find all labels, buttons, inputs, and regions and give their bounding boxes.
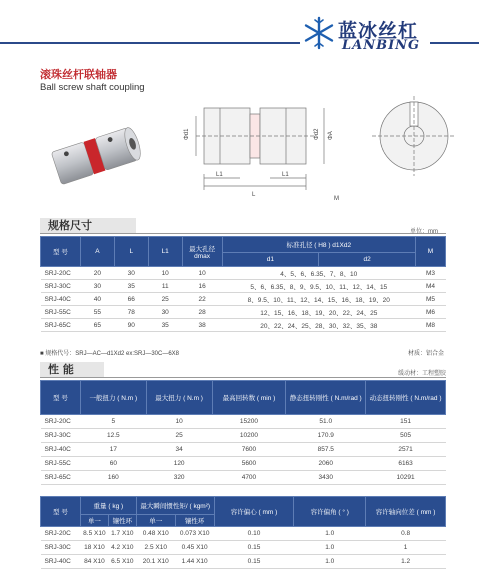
perf-cell-model: SRJ-30C	[41, 429, 81, 443]
product-title-en: Ball screw shaft coupling	[40, 82, 145, 93]
spec-header-d1: d1	[222, 253, 319, 267]
weight-cell-w1: 18 X10	[80, 541, 108, 555]
product-title-cn: 滚珠丝杆联轴器	[40, 68, 117, 81]
spec-cell-bore: 20、22、24、25、28、30、32、35、38	[222, 319, 415, 332]
table-row	[41, 280, 446, 293]
perf-cell-model: SRJ-55C	[41, 457, 81, 471]
weight-header-model: 型 号	[41, 497, 81, 527]
spec-table	[40, 236, 446, 332]
spec-header-l1: L1	[148, 237, 182, 267]
perf-cell-dyn-stiffness: 2571	[366, 443, 446, 457]
weight-cell-ecc: 0.15	[214, 555, 294, 569]
spec-header-d2: d2	[319, 253, 416, 267]
weight-header-single2: 单一	[136, 515, 175, 527]
weight-header-inertia: 最大瞬间惯性矩/ ( kgm²)	[136, 497, 214, 515]
spec-cell-model: SRJ-30C	[41, 280, 81, 293]
perf-cell-model: SRJ-20C	[41, 415, 81, 429]
weight-cell-ang: 1.0	[294, 541, 366, 555]
weight-header-weight: 重量 ( kg )	[80, 497, 136, 515]
perf-cell-max-torque: 320	[146, 471, 212, 485]
drawing-label-m: M	[334, 196, 339, 202]
perf-cell-dyn-stiffness: 151	[366, 415, 446, 429]
spec-cell-model: SRJ-65C	[41, 319, 81, 332]
weight-cell-ax: 1.2	[366, 555, 446, 569]
perf-cell-max-torque: 120	[146, 457, 212, 471]
spec-cell-m: M4	[416, 280, 446, 293]
snowflake-icon	[302, 16, 336, 50]
spec-cell-a: 40	[80, 293, 114, 306]
perf-cell-stiffness: 3430	[286, 471, 366, 485]
perf-cell-torque: 17	[80, 443, 146, 457]
weight-cell-ax: 1	[366, 541, 446, 555]
weight-header-bore: 镶性环	[108, 515, 136, 527]
perf-section-rule	[40, 377, 446, 378]
spec-cell-l1: 35	[148, 319, 182, 332]
spec-cell-m: M8	[416, 319, 446, 332]
drawing-label-a: ΦA	[328, 131, 334, 140]
weight-header-axial: 容许轴向位差 ( mm )	[366, 497, 446, 527]
spec-cell-bore: 12、15、16、18、19、20、22、24、25	[222, 306, 415, 319]
perf-header-speed: 最高回转数 ( min )	[212, 381, 286, 415]
weight-header-bore2: 镶性环	[175, 515, 214, 527]
spec-header-model: 型 号	[41, 237, 81, 267]
perf-note: 缓动材：工程塑胶	[398, 371, 447, 377]
perf-cell-dyn-stiffness: 505	[366, 429, 446, 443]
spec-cell-m: M3	[416, 267, 446, 280]
spec-cell-model: SRJ-20C	[41, 267, 81, 280]
perf-cell-dyn-stiffness: 10291	[366, 471, 446, 485]
drawing-label-d2: Φd2	[314, 128, 320, 140]
drawing-label-l: L	[252, 192, 256, 198]
spec-header-bore: 标准孔径 ( H8 ) d1Xd2	[222, 237, 415, 253]
drawing-label-l1-right: L1	[282, 172, 289, 178]
perf-cell-speed: 15200	[212, 415, 286, 429]
perf-cell-stiffness: 51.0	[286, 415, 366, 429]
spec-header-a: A	[80, 237, 114, 267]
spec-header-l: L	[114, 237, 148, 267]
spec-cell-l1: 11	[148, 280, 182, 293]
spec-section-rule	[40, 233, 446, 234]
perf-cell-speed: 10200	[212, 429, 286, 443]
perf-cell-speed: 5600	[212, 457, 286, 471]
coupling-drawing	[176, 96, 472, 208]
weight-cell-ang: 1.0	[294, 555, 366, 569]
perf-cell-torque: 60	[80, 457, 146, 471]
table-row	[41, 429, 446, 443]
weight-cell-ax: 0.8	[366, 527, 446, 541]
brand-logo	[302, 14, 442, 54]
perf-cell-stiffness: 857.5	[286, 443, 366, 457]
perf-table	[40, 380, 446, 485]
spec-cell-l1: 10	[148, 267, 182, 280]
perf-cell-stiffness: 2060	[286, 457, 366, 471]
table-row	[41, 267, 446, 280]
perf-cell-max-torque: 34	[146, 443, 212, 457]
perf-cell-speed: 4700	[212, 471, 286, 485]
spec-cell-l: 90	[114, 319, 148, 332]
table-row	[41, 471, 446, 485]
weight-cell-w1: 84 X10	[80, 555, 108, 569]
weight-header-angle: 容许偏角 ( ° )	[294, 497, 366, 527]
spec-note-code: ■ 规格代号：SRJ—AC—d1Xd2 ex:SRJ—30C—6X8	[40, 351, 179, 357]
table-row	[41, 443, 446, 457]
perf-header-model: 型 号	[41, 381, 81, 415]
spec-cell-model: SRJ-55C	[41, 306, 81, 319]
spec-cell-dmax: 16	[182, 280, 222, 293]
spec-cell-bore: 8、9.5、10、11、12、14、15、16、18、19、20	[222, 293, 415, 306]
spec-cell-a: 55	[80, 306, 114, 319]
spec-cell-dmax: 10	[182, 267, 222, 280]
perf-cell-speed: 7600	[212, 443, 286, 457]
perf-header-torque: 一般扭力 ( N.m )	[80, 381, 146, 415]
spec-cell-l: 35	[114, 280, 148, 293]
spec-note-material: 材质：铝合金	[408, 351, 445, 357]
weight-cell-ang: 1.0	[294, 527, 366, 541]
weight-header-eccentric: 容许偏心 ( mm )	[214, 497, 294, 527]
weight-cell-model: SRJ-20C	[41, 527, 81, 541]
spec-cell-m: M5	[416, 293, 446, 306]
perf-cell-max-torque: 10	[146, 415, 212, 429]
table-row	[41, 527, 446, 541]
spec-cell-l: 30	[114, 267, 148, 280]
perf-header-stiffness: 静态扭转刚性 ( N.m/rad )	[286, 381, 366, 415]
spec-cell-a: 20	[80, 267, 114, 280]
weight-table	[40, 496, 446, 569]
drawing-label-l1-left: L1	[216, 172, 223, 178]
weight-cell-i1: 20.1 X10	[136, 555, 175, 569]
spec-cell-dmax: 22	[182, 293, 222, 306]
spec-cell-l: 78	[114, 306, 148, 319]
spec-section-title: 规格尺寸	[40, 218, 136, 233]
perf-header-dyn-stiffness: 动态扭转刚性 ( N.m/rad )	[366, 381, 446, 415]
weight-cell-w1: 8.5 X10	[80, 527, 108, 541]
weight-cell-ecc: 0.15	[214, 541, 294, 555]
spec-cell-dmax: 28	[182, 306, 222, 319]
weight-header-single: 单一	[80, 515, 108, 527]
table-row	[41, 457, 446, 471]
weight-cell-i2: 0.45 X10	[175, 541, 214, 555]
spec-cell-l1: 30	[148, 306, 182, 319]
weight-cell-w2: 6.5 X10	[108, 555, 136, 569]
spec-cell-a: 30	[80, 280, 114, 293]
spec-cell-a: 65	[80, 319, 114, 332]
spec-header-dmax: 最大孔径 dmax	[182, 237, 222, 267]
table-row	[41, 415, 446, 429]
coupling-photo	[46, 112, 150, 196]
spec-cell-l: 66	[114, 293, 148, 306]
brand-name-cn: 蓝冰丝杠	[338, 20, 419, 42]
header-rule-left	[0, 42, 300, 44]
weight-cell-ecc: 0.10	[214, 527, 294, 541]
weight-cell-w2: 4.2 X10	[108, 541, 136, 555]
table-row	[41, 306, 446, 319]
spec-cell-m: M6	[416, 306, 446, 319]
table-row	[41, 541, 446, 555]
perf-cell-model: SRJ-40C	[41, 443, 81, 457]
weight-cell-w2: 1.7 X10	[108, 527, 136, 541]
perf-cell-torque: 12.5	[80, 429, 146, 443]
brand-name-en: LANBING	[342, 38, 421, 53]
table-row	[41, 555, 446, 569]
weight-cell-i1: 0.48 X10	[136, 527, 175, 541]
table-row	[41, 319, 446, 332]
perf-cell-model: SRJ-65C	[41, 471, 81, 485]
perf-cell-dyn-stiffness: 6163	[366, 457, 446, 471]
perf-header-max-torque: 最大扭力 ( N.m )	[146, 381, 212, 415]
perf-section-title: 性 能	[40, 362, 104, 377]
spec-cell-bore: 5、6、6.35、8、9、9.5、10、11、12、14、15	[222, 280, 415, 293]
spec-cell-l1: 25	[148, 293, 182, 306]
weight-cell-i2: 0.073 X10	[175, 527, 214, 541]
weight-cell-model: SRJ-40C	[41, 555, 81, 569]
table-row	[41, 293, 446, 306]
weight-cell-model: SRJ-30C	[41, 541, 81, 555]
perf-cell-torque: 5	[80, 415, 146, 429]
spec-unit: 单位：mm	[410, 229, 438, 235]
perf-cell-max-torque: 25	[146, 429, 212, 443]
spec-cell-model: SRJ-40C	[41, 293, 81, 306]
spec-cell-dmax: 38	[182, 319, 222, 332]
weight-cell-i2: 1.44 X10	[175, 555, 214, 569]
perf-cell-torque: 160	[80, 471, 146, 485]
weight-cell-i1: 2.5 X10	[136, 541, 175, 555]
drawing-label-d1: Φd1	[184, 128, 190, 140]
spec-cell-bore: 4、5、6、6.35、7、8、10	[222, 267, 415, 280]
perf-cell-stiffness: 170.9	[286, 429, 366, 443]
spec-header-m: M	[416, 237, 446, 267]
